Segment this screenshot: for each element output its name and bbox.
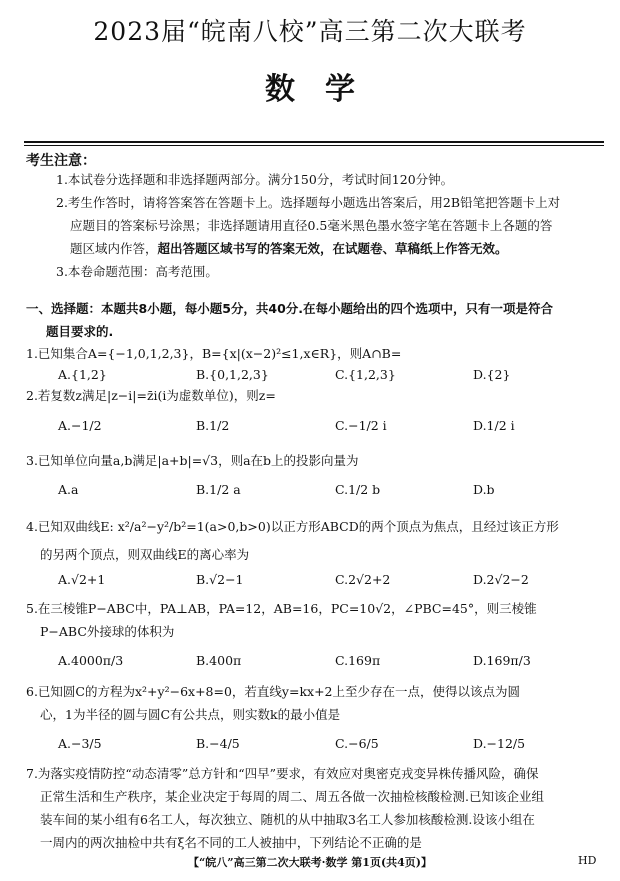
notice-item: 3.本卷命题范围：高考范围。 [56, 264, 218, 279]
option-a: A.√2+1 [58, 572, 106, 587]
option-b: B.400π [196, 653, 242, 668]
paper-code: HD [578, 854, 597, 867]
option-a: A.4000π/3 [58, 653, 124, 668]
question-stem: 6.已知圆C的方程为x²+y²−6x+8=0，若直线y=kx+2上至少存在一点，使得以该点为圆 [26, 684, 521, 699]
question-stem: 1.已知集合A={−1,0,1,2,3}，B={x|(x−2)²≤1,x∈R}，则A∩B= [26, 346, 402, 361]
section-heading: 题目要求的. [46, 324, 114, 339]
question-stem: 的另两个顶点，则双曲线E的离心率为 [40, 547, 250, 562]
subject-title: 数学 [265, 72, 385, 107]
question-stem: 一周内的两次抽检中共有ξ名不同的工人被抽中，下列结论不正确的是 [40, 835, 422, 850]
question-stem: 4.已知双曲线E: x²/a²−y²/b²=1(a>0,b>0)以正方形ABCD的两个顶点为焦点，且经过该正方形 [26, 519, 559, 534]
option-b: B.−4/5 [196, 736, 240, 751]
option-c: C.{1,2,3} [335, 367, 396, 382]
option-d: D.{2} [473, 367, 511, 382]
exam-title: 2023届“皖南八校”高三第二次大联考 [93, 17, 527, 46]
option-d: D.−12/5 [473, 736, 526, 751]
notice-warning: 超出答题区域书写的答案无效，在试题卷、草稿纸上作答无效。 [157, 241, 508, 256]
option-d: D.2√2−2 [473, 572, 529, 587]
question-stem: 心，1为半径的圆与圆C有公共点，则实数k的最小值是 [40, 707, 341, 722]
divider [24, 141, 604, 143]
notice-item: 2.考生作答时，请将答案答在答题卡上。选择题每小题选出答案后，用2B铅笔把答题卡上对 [56, 195, 561, 210]
notice-item: 应题目的答案标号涂黑；非选择题请用直径0.5毫米黑色墨水签字笔在答题卡上各题的答 [70, 218, 553, 233]
option-c: C.−1/2 i [335, 418, 387, 433]
option-c: C.169π [335, 653, 381, 668]
option-a: A.{1,2} [58, 367, 107, 382]
option-b: B.1/2 a [196, 482, 241, 497]
option-d: D.1/2 i [473, 418, 515, 433]
question-stem: 装车间的某小组有6名工人，每次独立、随机的从中抽取3名工人参加核酸检测.设该小组在 [40, 812, 535, 827]
notice-item [70, 237, 508, 260]
section-heading: 一、选择题：本题共8小题，每小题5分，共40分.在每小题给出的四个选项中，只有一项是符合 [26, 301, 554, 316]
option-c: C.2√2+2 [335, 572, 391, 587]
option-a: A.−1/2 [58, 418, 102, 433]
notice-heading: 考生注意： [26, 153, 96, 169]
question-stem: 正常生活和生产秩序，某企业决定于每周的周二、周五各做一次抽检核酸检测.已知该企业组 [40, 789, 544, 804]
divider [24, 145, 604, 146]
question-stem: 7.为落实疫情防控“动态清零”总方针和“四早”要求，有效应对奥密克戎变异株传播风险，确保 [26, 766, 539, 781]
notice-text: 题区域内作答， [70, 241, 158, 256]
option-b: B.√2−1 [196, 572, 244, 587]
question-stem: 5.在三棱锥P−ABC中，PA⊥AB，PA=12，AB=16，PC=10√2，∠PBC=45°，则三棱锥 [26, 601, 537, 616]
option-d: D.b [473, 482, 495, 497]
question-stem: P−ABC外接球的体积为 [40, 624, 175, 639]
option-d: D.169π/3 [473, 653, 531, 668]
page-footer: 【“皖八”高三第二次大联考·数学 第1页(共4页)】 [187, 856, 433, 869]
option-a: A.a [58, 482, 79, 497]
option-b: B.{0,1,2,3} [196, 367, 269, 382]
question-stem: 2.若复数z满足|z−i|=z̄i(i为虚数单位)，则z= [26, 388, 276, 403]
option-c: C.1/2 b [335, 482, 381, 497]
notice-item: 1.本试卷分选择题和非选择题两部分。满分150分，考试时间120分钟。 [56, 172, 454, 187]
question-stem: 3.已知单位向量a,b满足|a+b|=√3，则a在b上的投影向量为 [26, 453, 359, 468]
option-a: A.−3/5 [58, 736, 102, 751]
option-c: C.−6/5 [335, 736, 379, 751]
option-b: B.1/2 [196, 418, 230, 433]
